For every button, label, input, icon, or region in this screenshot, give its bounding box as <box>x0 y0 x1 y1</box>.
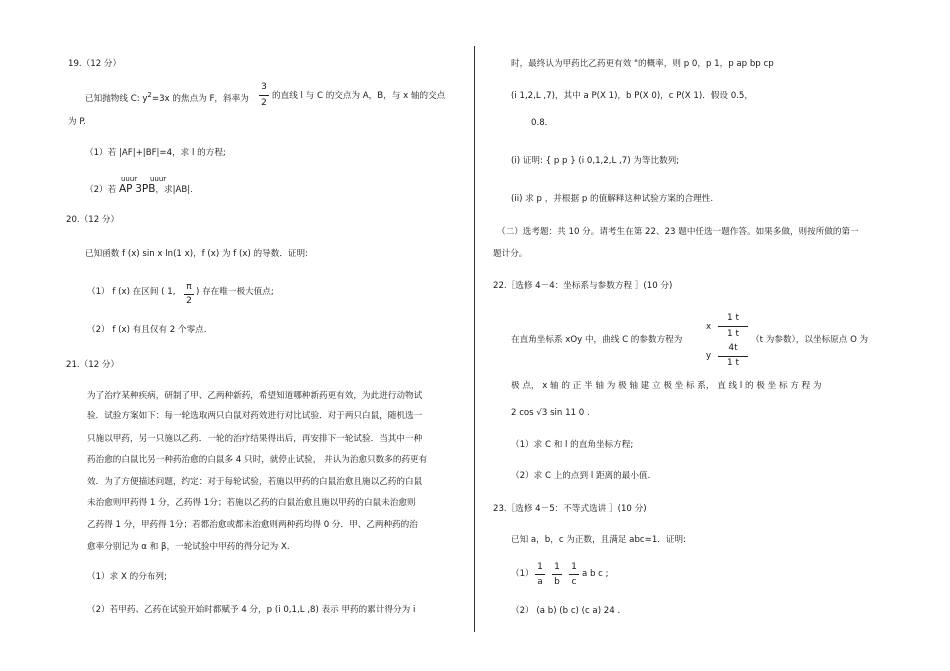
q23-frac-b-bar <box>552 574 562 575</box>
elective-instructions: （二）选考题：共 10 分。请考生在第 22、23 题中任选一题作答。如果多做，则按所做的第一 <box>497 227 859 237</box>
q22-line1b: （t 为参数），以坐标原点 O 为 <box>751 335 869 345</box>
q21-part1: （1）求 X 的分布列; <box>87 572 167 582</box>
column-divider <box>474 46 475 632</box>
q22-frac2-den: 1 t <box>726 358 740 368</box>
q23-frac-c-bar <box>569 574 579 575</box>
q21-line: 药治愈的白鼠比另一种药治愈的白鼠多 4 只时，就停止试验， 并认为治愈只数多的药更有 <box>87 455 428 465</box>
q21-line: 未治愈则甲药得 1 分，乙药得 1分；若施以乙药的白鼠治愈且施以甲药的白鼠未治愈则 <box>87 498 416 508</box>
question-23-number: 23.［选修 4－5：不等式选讲 ］(10 分) <box>493 504 647 514</box>
right-line1: 时，最终认为甲药比乙药更有效 "的概率，则 p 0，p 1，p ap bp cp <box>511 59 774 69</box>
q20-frac-den: 2 <box>186 296 192 306</box>
q20-frac-num: π <box>186 282 192 292</box>
q23-frac-c-den: c <box>571 577 577 587</box>
q21-line: 验．试验方案如下：每一轮选取两只白鼠对药效进行对比试验．对于两只白鼠，随机选一 <box>87 411 423 421</box>
right-line2: (i 1,2,L ,7)，其中 a P(X 1)，b P(X 0)，c P(X 1)．假设 0.5， <box>511 91 753 101</box>
q19-part2: （2）若 AP 3PB，求|AB|. <box>85 183 193 195</box>
q23-line1: 已知 a，b，c 为正数，且满足 abc=1．证明: <box>511 535 686 545</box>
q19-frac-bar <box>259 95 269 96</box>
q20-frac-bar <box>184 294 194 295</box>
question-21-number: 21.（12 分） <box>66 360 120 370</box>
q22-x: x <box>706 322 712 332</box>
question-19-number: 19.（12 分） <box>68 59 122 69</box>
q22-line1a: 在直角坐标系 xOy 中，曲线 C 的参数方程为 <box>511 335 683 345</box>
q22-frac1-num: 1 t <box>726 313 740 323</box>
q19-line1c: 的直线 l 与 C 的交点为 A，B，与 x 轴的交点 <box>272 91 446 101</box>
q20-part2: （2） f (x) 有且仅有 2 个零点. <box>87 325 207 335</box>
q21-line: 愈率分别记为 α 和 β，一轮试验中甲药的得分记为 X. <box>87 542 290 552</box>
q21-line: 为了治疗某种疾病，研制了甲、乙两种新药，希望知道哪种新药更有效，为此进行动物试 <box>87 391 423 401</box>
q22-frac1-bar <box>718 326 748 327</box>
q23-part1-rhs: a b c ; <box>582 569 609 579</box>
q21-line: 效．为了方便描述问题，约定：对于每轮试验，若施以甲药的白鼠治愈且施以乙药的白鼠 <box>87 477 423 487</box>
q19-line2: 为 P. <box>68 117 86 127</box>
q19-frac-num: 3 <box>261 82 267 92</box>
q19-line1a: 已知抛物线 C: $y^2=3x$ 的焦点为 F，斜率为 <box>85 91 249 104</box>
q21-line: 乙药得 1 分，甲药得 1分；若都治愈或都未治愈则两种药均得 0 分．甲、乙两种药的治 <box>87 520 418 530</box>
q20-part1a: （1） f (x) 在区间 ( 1, <box>87 287 176 297</box>
q23-frac-a-den: a <box>537 577 543 587</box>
right-line3: 0.8． <box>531 118 554 128</box>
q19-part1: （1）若 |AF|+|BF|=4，求 l 的方程; <box>85 148 226 158</box>
q20-line1: 已知函数 f (x) sin x ln(1 x)，f (x) 为 f (x) 的导数．证明: <box>85 249 309 259</box>
right-proof-ii: (ii) 求 p ，并根据 p 的值解释这种试验方案的合理性. <box>511 194 714 204</box>
q21-line: 只施以甲药，另一只施以乙药．一轮的治疗结果得出后，再安排下一轮试验．当其中一种 <box>87 434 423 444</box>
right-proof-i: (i) 证明: { p p } (i 0,1,2,L ,7) 为等比数列; <box>511 156 680 166</box>
q22-frac2-bar <box>718 356 748 357</box>
q23-frac-c-num: 1 <box>571 562 577 572</box>
q23-frac-a-num: 1 <box>537 562 543 572</box>
vector-arrow-pb: uuur <box>150 175 167 183</box>
q22-part2: （2）求 C 上的点到 l 距离的最小值. <box>511 471 651 481</box>
q23-part1-label: （1） <box>511 569 534 579</box>
q22-frac2-num: 4t <box>728 343 738 353</box>
q23-frac-b-den: b <box>554 577 560 587</box>
q23-part2: （2） (a b) (b c) (c a) 24 . <box>511 606 621 616</box>
q23-frac-a-bar <box>535 574 545 575</box>
q20-part1b: ) 存在唯一极大值点; <box>196 287 274 297</box>
q19-frac-den: 2 <box>261 98 267 108</box>
q22-y: y <box>706 351 712 361</box>
q22-frac1-den: 1 t <box>726 329 740 339</box>
elective-instructions-2: 题计分。 <box>493 249 528 259</box>
q23-frac-b-num: 1 <box>554 562 560 572</box>
q22-part1: （1）求 C 和 l 的直角坐标方程; <box>511 440 634 450</box>
question-20-number: 20.（12 分） <box>66 215 120 225</box>
vector-arrow-ap: uuur <box>121 175 138 183</box>
q21-part2: （2）若甲药、乙药在试验开始时都赋予 4 分，p (i 0,1,L ,8) 表示 甲药的累计得分为 i <box>87 605 416 615</box>
question-22-number: 22.［选修 4－4：坐标系与参数方程 ］(10 分) <box>493 281 673 291</box>
q22-polar-equation: 2 cos √3 sin 11 0 . <box>511 408 590 418</box>
q22-line2: 极 点， x 轴 的 正 半 轴 为 极 轴 建 立 极 坐 标 系， 直 线 l 的 极 坐 标 方 程 为 <box>511 381 822 391</box>
